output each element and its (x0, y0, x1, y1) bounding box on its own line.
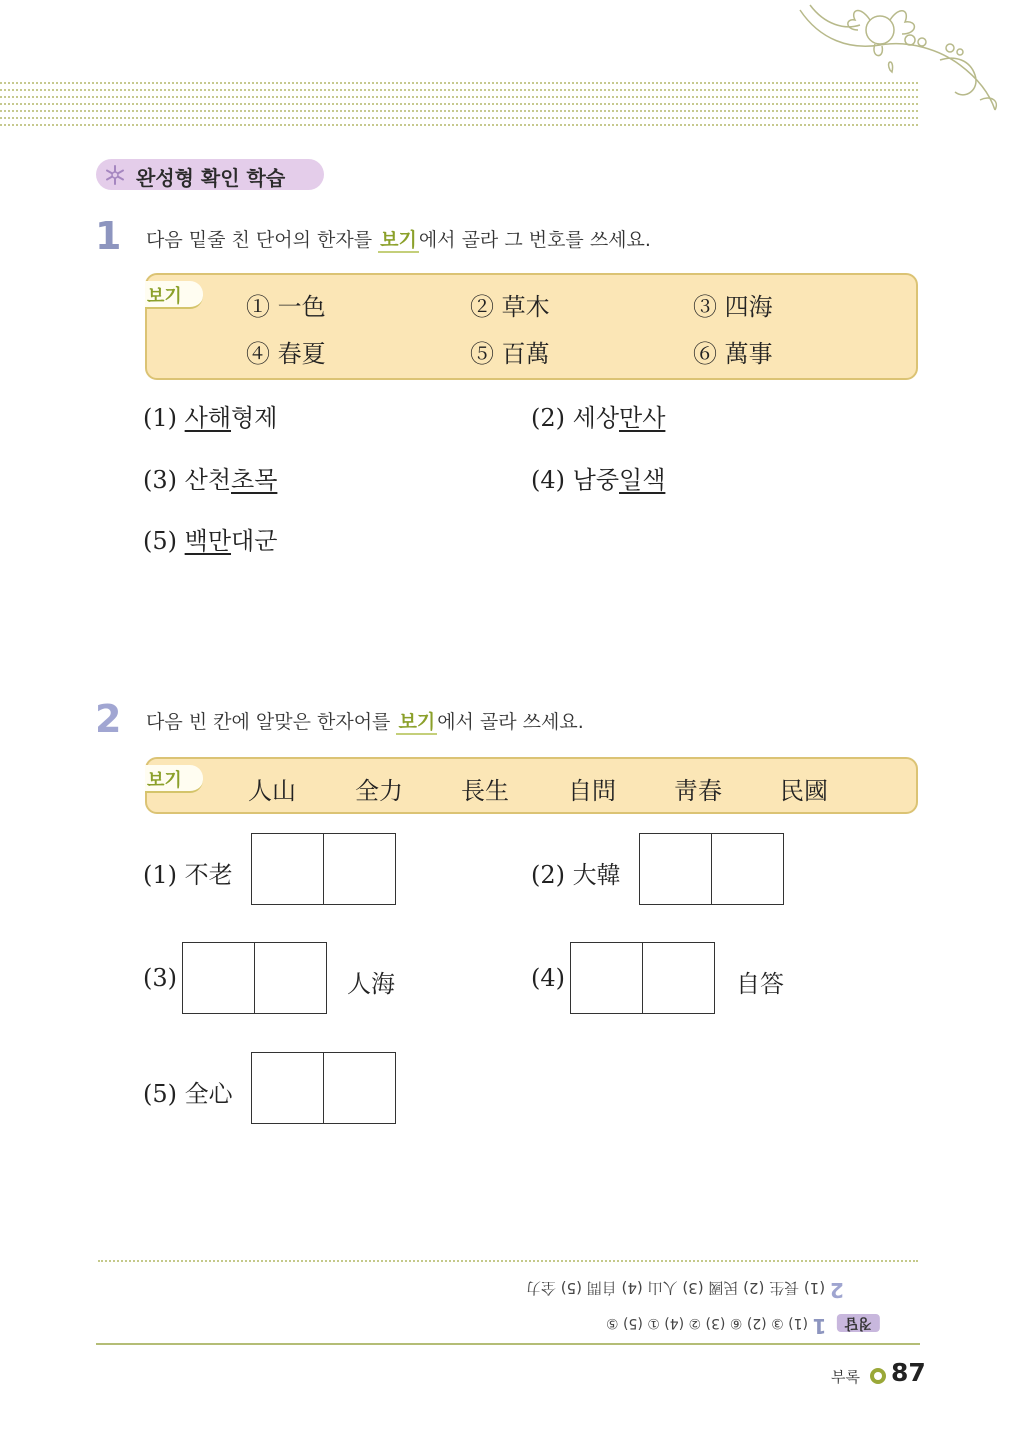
item-number: (1) (143, 404, 177, 432)
item-number: (5) (143, 1080, 177, 1108)
q1-item-1 (143, 398, 277, 433)
q2-item-3-number: (3) (143, 964, 177, 992)
item-number: (4) (531, 466, 565, 494)
underlined-word: 사해 (184, 404, 232, 432)
answer-row-1 (606, 1314, 880, 1338)
bogi-label: 보기 (147, 770, 182, 791)
option: ③ 四海 (693, 293, 773, 321)
answer-number: 2 (829, 1278, 844, 1302)
answer-label: 정답 (837, 1314, 880, 1332)
q2-item-3-text: 人海 (347, 970, 395, 998)
answer-box-3[interactable] (182, 942, 327, 1014)
answer-box-5[interactable] (251, 1052, 396, 1124)
q2-item-2 (531, 855, 621, 890)
item-text: 不老 (184, 861, 233, 889)
question-1-number: 1 (95, 214, 122, 258)
q2-item-4-number: (4) (531, 964, 565, 992)
answer-text: (1) 長生 (2) 民國 (3) 人山 (4) 自問 (5) 全力 (526, 1279, 826, 1297)
footer-label: 부록 (831, 1368, 860, 1386)
option: ② 草木 (470, 293, 550, 321)
item-text: 大韓 (572, 861, 621, 889)
word-option: 靑春 (674, 777, 722, 805)
answer-divider (98, 1260, 918, 1262)
item-text: 형제 (231, 404, 278, 432)
item-number: (5) (143, 527, 177, 555)
answer-text: (1) ③ (2) ⑥ (3) ② (4) ① (5) ⑤ (606, 1315, 808, 1331)
bogi-box-1 (145, 273, 918, 380)
instruction-text: 에서 골라 그 번호를 쓰세요. (418, 229, 651, 251)
instruction-text: 다음 빈 칸에 알맞은 한자어를 (146, 711, 391, 733)
page-number: 87 (891, 1358, 926, 1387)
item-number: (2) (531, 861, 565, 889)
answer-number: 1 (812, 1314, 827, 1338)
option: ⑥ 萬事 (693, 340, 773, 368)
section-title: 완성형 확인 학습 (136, 166, 286, 190)
answer-bottom-rule (96, 1343, 920, 1345)
item-text: 남중 (572, 466, 620, 494)
bogi-box-2 (145, 757, 918, 814)
option: ① 一色 (246, 293, 326, 321)
q1-item-2 (531, 398, 665, 433)
bogi-label: 보기 (147, 286, 182, 307)
bogi-tag (145, 281, 203, 309)
q2-item-5 (143, 1074, 233, 1109)
word-option: 自問 (568, 777, 616, 805)
instruction-text: 다음 밑줄 친 단어의 한자를 (146, 229, 373, 251)
item-text: 全心 (184, 1080, 233, 1108)
answer-box-2[interactable] (639, 833, 784, 905)
snowflake-icon (104, 164, 126, 186)
underlined-word: 일색 (619, 466, 666, 494)
answer-box-4[interactable] (570, 942, 715, 1014)
q2-item-1 (143, 855, 233, 890)
word-option: 長生 (461, 777, 509, 805)
section-badge (96, 159, 324, 190)
item-text: 세상 (572, 404, 620, 432)
word-option: 人山 (248, 777, 296, 805)
q1-item-4 (531, 460, 665, 495)
bogi-keyword: 보기 (380, 229, 417, 251)
answer-row-2 (526, 1278, 844, 1302)
bogi-keyword: 보기 (398, 711, 436, 733)
underlined-word: 백만 (184, 527, 232, 555)
floral-ornament-icon (790, 0, 1019, 120)
item-number: (2) (531, 404, 565, 432)
question-1-instruction (146, 225, 651, 252)
q1-item-3 (143, 460, 277, 495)
answer-box-1[interactable] (251, 833, 396, 905)
item-number: (1) (143, 861, 177, 889)
q2-item-4-text: 自答 (736, 970, 784, 998)
item-text: 산천 (184, 466, 232, 494)
q1-item-5 (143, 521, 277, 556)
question-2-instruction (146, 707, 584, 734)
word-option: 全力 (355, 777, 403, 805)
option: ⑤ 百萬 (470, 340, 550, 368)
underlined-word: 만사 (619, 404, 666, 432)
word-option: 民國 (780, 777, 828, 805)
instruction-text: 에서 골라 쓰세요. (437, 711, 584, 733)
bogi-tag (145, 765, 203, 793)
item-text: 대군 (231, 527, 278, 555)
item-number: (3) (143, 466, 177, 494)
question-2-number: 2 (95, 697, 122, 741)
option: ④ 春夏 (246, 340, 326, 368)
underlined-word: 초목 (231, 466, 278, 494)
footer-bullet-icon (870, 1368, 886, 1384)
